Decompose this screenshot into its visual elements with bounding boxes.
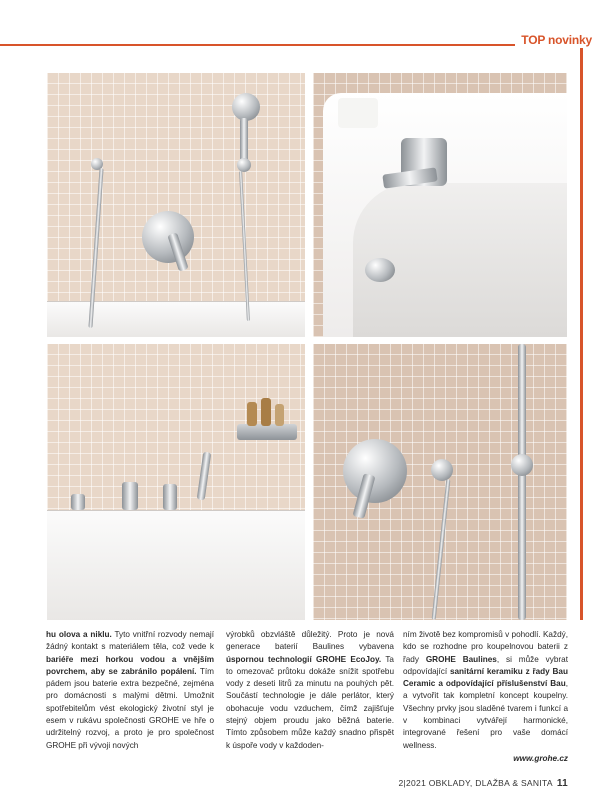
page-number: 11	[556, 778, 568, 789]
text-column-2	[226, 629, 394, 752]
photo-basin-faucet	[313, 73, 567, 337]
text-run: ním životě bez kompromisů v pohodlí. Každý, kdo se rozhodne pro koupelnovou baterii z řady	[403, 630, 568, 664]
text-column-1	[46, 629, 214, 752]
website-link[interactable]: www.grohe.cz	[513, 753, 568, 763]
text-run: , a vytvořit tak kompletní koncept koupelny. Všechny prvky jsou sladěné tvarem i funkcí a v kombinaci vytvářejí harmonické, integrované řešení pro vaše domácí wellness.	[403, 679, 568, 750]
side-accent-rule	[580, 48, 583, 620]
text-run: , si může vybrat odpovídající	[403, 654, 568, 676]
text-run: sanitární keramiku z řady Bau Ceramic a odpovídající příslušenství Bau	[403, 666, 568, 689]
text-run: Tyto vnitřní rozvody nemají žádný kontakt s materiálem těla, což vede k	[46, 630, 214, 652]
text-run: hu olova a niklu.	[46, 630, 112, 639]
page-footer	[398, 778, 568, 789]
text-run: GROHE Baulines	[425, 654, 497, 664]
text-column-3	[403, 629, 568, 765]
photo-concealed-mixer	[47, 73, 305, 337]
section-tag: TOP novinky	[515, 33, 608, 48]
text-run: bariéře mezi horkou vodou a vnějším povrchem, aby se zabránilo popálení.	[46, 654, 214, 676]
photo-bathtub-mixer-set	[47, 344, 305, 620]
text-run: úspornou technologií GROHE EcoJoy.	[226, 654, 382, 664]
text-run: Ta to omezovač průtoku dokáže snížit spotřebu vody z deseti litrů za minutu na pouhých pět. Součástí technologie je dále perlátor, který obohacuje vodu vzduchem, čímž zajišťuje stejný objem proudu jako běžná baterie. Tímto způsobem může každý snadno přispět k úspoře vody v každoden-	[226, 654, 394, 750]
photo-shower-mixer-rail	[313, 344, 567, 620]
text-run: Tím pádem jsou baterie extra bezpečné, zejména pro domácnosti s malými dětmi. Umožnit spotřebitelům vést ekologický životní styl je esem v rukávu společnosti GROHE ve hře o udržitelný rozvoj, a proto je pro společnost GROHE při vývoji nových	[46, 666, 214, 750]
text-run: výrobků obzvláště důležitý. Proto je nová generace baterií Baulines vybavena	[226, 630, 394, 652]
issue-label: 2|2021 OBKLADY, DLAŽBA & SANITA	[398, 778, 553, 788]
